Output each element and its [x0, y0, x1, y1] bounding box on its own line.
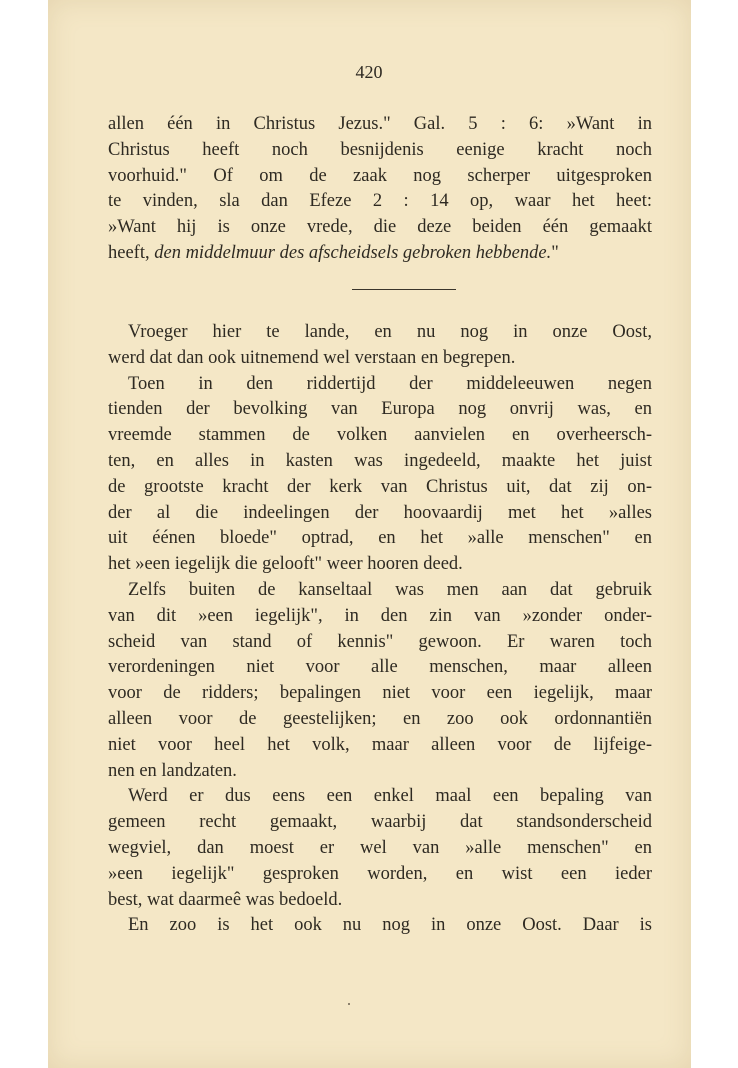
text-suffix: " — [551, 242, 559, 263]
text-line: verordeningen niet voor alle menschen, maar alleen — [108, 657, 652, 678]
paragraph-vroeger — [108, 320, 652, 372]
text-line: Vroeger hier te lande, en nu nog in onze Oost, — [128, 322, 652, 342]
text-line: de grootste kracht der kerk van Christus uit, dat zij on- — [108, 476, 652, 497]
text-line: nen en landzaten. — [108, 760, 237, 781]
paragraph-quote — [108, 112, 652, 267]
text-line — [108, 241, 652, 267]
section-divider — [352, 289, 456, 290]
italic-quote: den middelmuur des afscheidsels gebroken hebbende. — [154, 242, 552, 263]
text-line: Toen in den riddertijd der middeleeuwen negen — [128, 373, 652, 394]
text-line: voor de ridders; bepalingen niet voor een iegelijk, maar — [108, 683, 652, 704]
paragraph-kanseltaal — [108, 578, 652, 784]
paragraph-riddertijd — [108, 372, 652, 578]
text-line: werd dat dan ook uitnemend wel verstaan en begrepen. — [108, 347, 516, 368]
text-line: alleen voor de geestelijken; en zoo ook ordonnantiën — [108, 708, 652, 729]
page-number: 420 — [355, 62, 383, 82]
text-line: vreemde stammen de volken aanvielen en overheersch- — [108, 425, 652, 446]
text-line: »een iegelijk" gesproken worden, en wist een ieder — [108, 863, 652, 884]
text-line: wegviel, dan moest er wel van »alle menschen" en — [108, 837, 652, 858]
text-line: Zelfs buiten de kanseltaal was men aan dat gebruik — [128, 580, 652, 600]
text-line: uit éénen bloede" optrad, en het »alle menschen" en — [108, 528, 652, 549]
text-line: van dit »een iegelijk", in den zin van »zonder onder- — [108, 605, 652, 626]
text-line: der al die indeelingen der hoovaardij met het »alles — [108, 502, 652, 523]
text-line: voorhuid." Of om de zaak nog scherper uitgesproken — [108, 165, 652, 186]
text-line: best, wat daarmeê was bedoeld. — [108, 889, 343, 910]
paper-speck — [348, 1003, 350, 1005]
text-prefix: heeft, — [108, 242, 155, 263]
paragraph-oost — [108, 913, 652, 939]
text-line: allen één in Christus Jezus." Gal. 5 : 6: »Want in — [108, 114, 652, 134]
text-line: Werd er dus eens een enkel maal een bepaling van — [128, 786, 652, 807]
text-line: ten, en alles in kasten was ingedeeld, maakte het juist — [108, 450, 652, 471]
text-line: »Want hij is onze vrede, die deze beiden één gemaakt — [108, 217, 652, 238]
text-line: Christus heeft noch besnijdenis eenige kracht noch — [108, 139, 652, 160]
paragraph-gemeen-recht — [108, 784, 652, 913]
text-line: te vinden, sla dan Efeze 2 : 14 op, waar het heet: — [108, 191, 652, 212]
text-line: En zoo is het ook nu nog in onze Oost. Daar is — [128, 915, 652, 936]
text-line: gemeen recht gemaakt, waarbij dat standsonderscheid — [108, 812, 652, 833]
text-line: scheid van stand of kennis" gewoon. Er waren toch — [108, 631, 652, 652]
text-line: niet voor heel het volk, maar alleen voor de lijfeige- — [108, 734, 652, 755]
text-line: tienden der bevolking van Europa nog onvrij was, en — [108, 399, 652, 420]
text-line: het »een iegelijk die gelooft" weer hooren deed. — [108, 554, 463, 575]
